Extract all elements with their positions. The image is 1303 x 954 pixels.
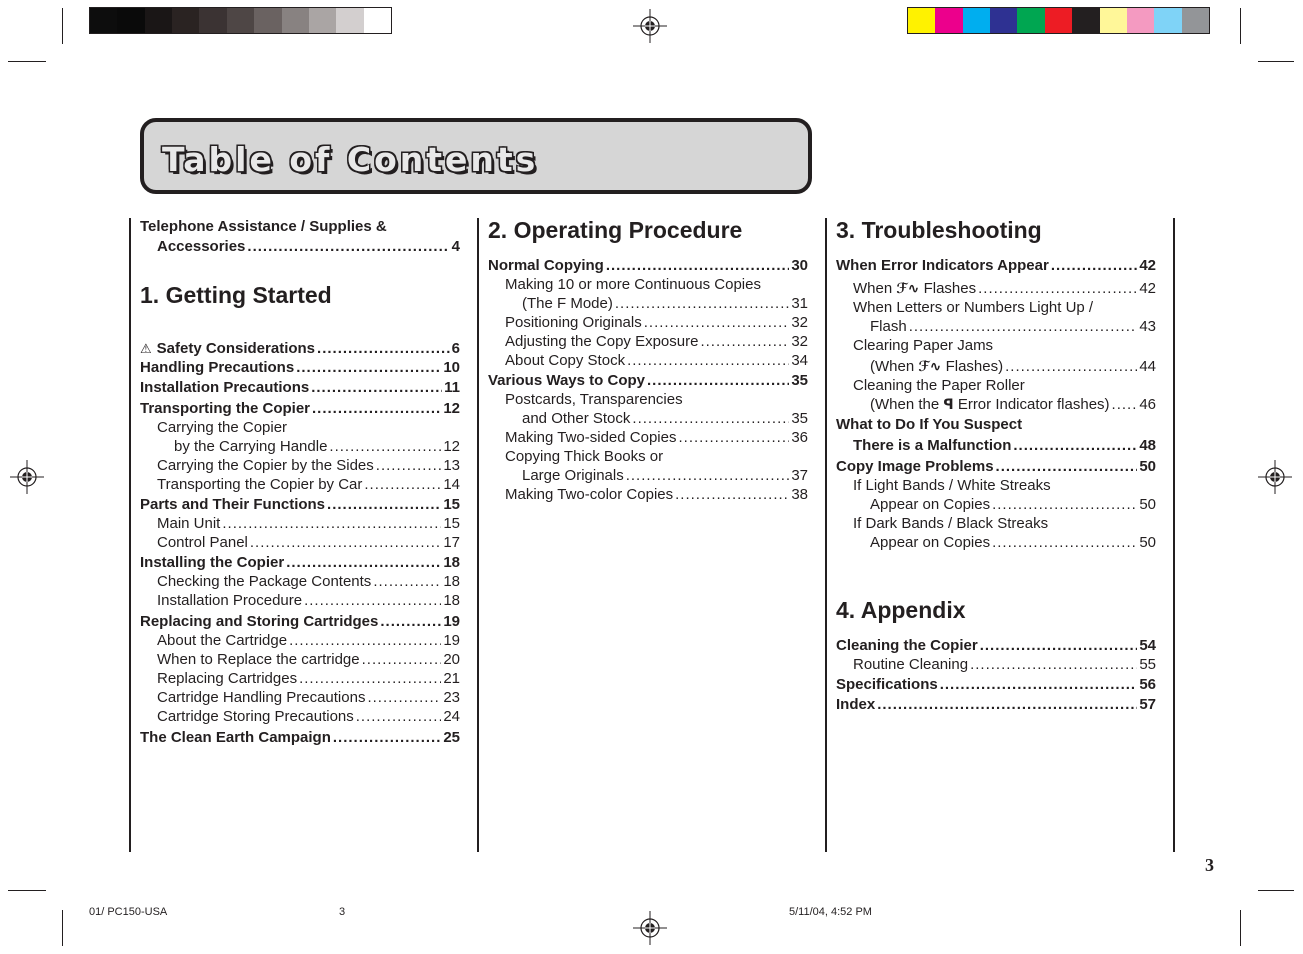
toc-entry-line: Copying Thick Books or — [505, 448, 664, 465]
footer-timestamp: 5/11/04, 4:52 PM — [789, 906, 872, 918]
column-divider — [477, 218, 479, 852]
toc-entry[interactable]: and Other Stock ..... 35 — [488, 409, 808, 428]
toc-column-2 — [488, 216, 808, 504]
toc-entry-line: Clearing Paper Jams — [853, 337, 994, 354]
column-divider — [1173, 218, 1175, 852]
toc-entry[interactable]: Checking the Package Contents ..... 18 — [140, 572, 460, 591]
toc-entry[interactable]: (When ℱ∿ Flashes) ..... 44 — [836, 357, 1156, 376]
toc-entry-line: If Dark Bands / Black Streaks — [853, 515, 1049, 532]
toc-entry[interactable]: Cartridge Storing Precautions ..... 24 — [140, 707, 460, 726]
toc-entry[interactable]: Cleaning the Copier ..... 54 — [836, 636, 1156, 655]
toc-entry[interactable]: Control Panel ..... 17 — [140, 533, 460, 552]
toc-entry[interactable]: When ℱ∿ Flashes ..... 42 — [836, 279, 1156, 298]
color-swatch — [145, 8, 172, 33]
error-indicator-icon: ꟼ — [943, 396, 954, 412]
color-swatch — [90, 8, 117, 33]
crop-mark — [1240, 910, 1241, 946]
process-color-bar — [907, 7, 1210, 34]
toc-entry[interactable]: When Error Indicators Appear ..... 42 — [836, 256, 1156, 275]
color-swatch — [282, 8, 309, 33]
section-title-operating-procedure: 2. Operating Procedure — [488, 217, 743, 243]
toc-entry-line: What to Do If You Suspect — [836, 416, 1023, 433]
toc-entry[interactable]: Appear on Copies ..... 50 — [836, 495, 1156, 514]
color-swatch — [1154, 8, 1181, 33]
color-swatch — [227, 8, 254, 33]
color-swatch — [309, 8, 336, 33]
toc-entry[interactable]: Positioning Originals ..... 32 — [488, 313, 808, 332]
toc-entry[interactable]: Flash ..... 43 — [836, 317, 1156, 336]
toc-entry[interactable]: Normal Copying ..... 30 — [488, 256, 808, 275]
toc-entry[interactable]: Transporting the Copier by Car ..... 14 — [140, 475, 460, 494]
crop-mark — [8, 61, 46, 62]
color-swatch — [254, 8, 281, 33]
color-swatch — [336, 8, 363, 33]
crop-mark — [62, 8, 63, 44]
toc-entry[interactable]: Accessories ..... 4 — [140, 237, 460, 256]
paper-indicator-icon: ℱ∿ — [896, 280, 920, 296]
crop-mark — [1258, 61, 1294, 62]
toc-entry-line: Cleaning the Paper Roller — [853, 377, 1025, 394]
toc-entry[interactable]: About Copy Stock ..... 34 — [488, 351, 808, 370]
toc-entry[interactable]: Making Two-color Copies ..... 38 — [488, 485, 808, 504]
color-swatch — [364, 8, 391, 33]
toc-entry[interactable]: Installing the Copier ..... 18 — [140, 553, 460, 572]
page-number: 3 — [1205, 855, 1214, 875]
toc-entry[interactable]: Installation Precautions ..... 11 — [140, 378, 460, 397]
toc-entry[interactable]: Handling Precautions ..... 10 — [140, 358, 460, 377]
toc-entry[interactable]: Carrying the Copier by the Sides ..... 13 — [140, 456, 460, 475]
toc-entry[interactable]: (When the ꟼ Error Indicator flashes) ..... 46 — [836, 395, 1156, 414]
toc-entry[interactable]: Replacing Cartridges ..... 21 — [140, 669, 460, 688]
crop-mark — [62, 910, 63, 946]
toc-entry[interactable]: Index ..... 57 — [836, 695, 1156, 714]
color-swatch — [1127, 8, 1154, 33]
toc-entry-line: When Letters or Numbers Light Up / — [853, 299, 1094, 316]
section-title-getting-started: 1. Getting Started — [140, 282, 332, 308]
warning-icon: ⚠ — [140, 341, 152, 356]
toc-column-1 — [140, 216, 460, 747]
title-banner — [140, 118, 812, 194]
toc-entry-line: If Light Bands / White Streaks — [853, 477, 1051, 494]
color-swatch — [935, 8, 962, 33]
toc-entry[interactable]: Cartridge Handling Precautions ..... 23 — [140, 688, 460, 707]
color-swatch — [172, 8, 199, 33]
color-swatch — [990, 8, 1017, 33]
color-swatch — [1045, 8, 1072, 33]
toc-entry[interactable]: Main Unit ..... 15 — [140, 514, 460, 533]
footer-file-name: 01/ PC150-USA — [89, 906, 168, 918]
toc-entry[interactable]: Specifications ..... 56 — [836, 675, 1156, 694]
toc-entry-line: Carrying the Copier — [157, 419, 288, 436]
section-title-appendix: 4. Appendix — [836, 597, 966, 623]
toc-column-3 — [836, 216, 1156, 714]
column-divider — [129, 218, 131, 852]
toc-entry[interactable]: Parts and Their Functions ..... 15 — [140, 495, 460, 514]
toc-entry[interactable]: Large Originals ..... 37 — [488, 466, 808, 485]
toc-entry[interactable]: Copy Image Problems ..... 50 — [836, 457, 1156, 476]
toc-entry[interactable]: Installation Procedure ..... 18 — [140, 591, 460, 610]
toc-entry[interactable]: Routine Cleaning ..... 55 — [836, 655, 1156, 674]
color-swatch — [199, 8, 226, 33]
toc-entry[interactable]: by the Carrying Handle ..... 12 — [140, 437, 460, 456]
color-swatch — [1182, 8, 1209, 33]
color-swatch — [117, 8, 144, 33]
column-divider — [825, 218, 827, 852]
paper-indicator-icon: ℱ∿ — [918, 358, 942, 374]
registration-mark-icon — [633, 9, 667, 43]
toc-entry-intro-line: Telephone Assistance / Supplies & — [140, 218, 387, 235]
toc-entry[interactable]: Making Two-sided Copies ..... 36 — [488, 428, 808, 447]
toc-entry[interactable]: Adjusting the Copy Exposure ..... 32 — [488, 332, 808, 351]
gray-color-bar — [89, 7, 392, 34]
toc-entry[interactable]: (The F Mode) ..... 31 — [488, 294, 808, 313]
page-title: Table of Contents — [162, 140, 539, 179]
toc-entry[interactable]: There is a Malfunction ..... 48 — [836, 436, 1156, 455]
color-swatch — [908, 8, 935, 33]
toc-entry[interactable]: Various Ways to Copy ..... 35 — [488, 371, 808, 390]
footer-page: 3 — [339, 906, 346, 918]
toc-entry-line: Postcards, Transparencies — [505, 391, 683, 408]
toc-entry-line: Making 10 or more Continuous Copies — [505, 276, 761, 293]
color-swatch — [963, 8, 990, 33]
toc-entry[interactable]: Transporting the Copier ..... 12 — [140, 399, 460, 418]
color-swatch — [1017, 8, 1044, 33]
crop-mark — [1240, 8, 1241, 44]
toc-entry[interactable]: ⚠ Safety Considerations ..... 6 — [140, 339, 460, 358]
crop-mark — [8, 890, 46, 891]
toc-entry[interactable]: About the Cartridge ..... 19 — [140, 631, 460, 650]
color-swatch — [1100, 8, 1127, 33]
registration-mark-icon — [633, 911, 667, 945]
section-title-troubleshooting: 3. Troubleshooting — [836, 217, 1042, 243]
registration-mark-icon — [10, 460, 44, 494]
toc-entry[interactable]: When to Replace the cartridge ..... 20 — [140, 650, 460, 669]
toc-entry[interactable]: Replacing and Storing Cartridges ..... 19 — [140, 612, 460, 631]
toc-entry[interactable]: The Clean Earth Campaign ..... 25 — [140, 728, 460, 747]
registration-mark-icon — [1258, 460, 1292, 494]
toc-entry[interactable]: Appear on Copies ..... 50 — [836, 533, 1156, 552]
crop-mark — [1258, 890, 1294, 891]
color-swatch — [1072, 8, 1099, 33]
